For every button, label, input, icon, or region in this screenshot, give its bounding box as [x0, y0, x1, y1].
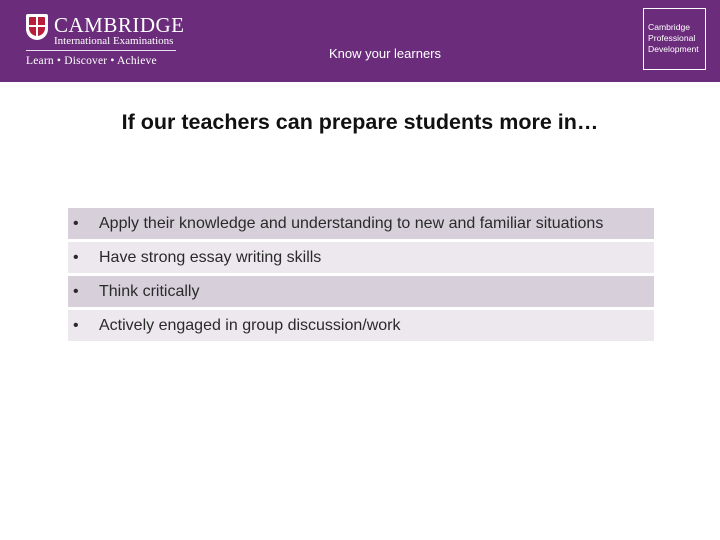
- logo-line-2: Professional: [648, 33, 696, 43]
- professional-development-logo: [643, 8, 706, 70]
- logo-line-3: Development: [648, 44, 699, 54]
- bullet-marker: •: [73, 215, 79, 232]
- header-bar: [0, 0, 720, 82]
- bullet-item: [68, 276, 654, 307]
- brand-name: CAMBRIDGE: [54, 13, 185, 37]
- bullet-text: Think critically: [99, 283, 200, 300]
- slide-heading: If our teachers can prepare students more in…: [121, 110, 599, 134]
- bullet-marker: •: [73, 249, 79, 266]
- cambridge-logo: [26, 13, 185, 70]
- brand-subtitle: International Examinations: [54, 35, 174, 47]
- bullet-item: [68, 208, 654, 239]
- brand-divider: [26, 50, 176, 51]
- bullet-item: [68, 310, 654, 341]
- bullet-marker: •: [73, 283, 79, 300]
- bullet-marker: •: [73, 317, 79, 334]
- brand-tagline: Learn • Discover • Achieve: [26, 55, 157, 67]
- bullet-text: Apply their knowledge and understanding to new and familiar situations: [99, 215, 604, 232]
- crest-icon: [26, 14, 48, 40]
- bullet-list: [68, 208, 654, 341]
- bullet-text: Actively engaged in group discussion/work: [99, 317, 401, 334]
- bullet-item: [68, 242, 654, 273]
- bullet-text: Have strong essay writing skills: [99, 249, 322, 266]
- header-title: Know your learners: [329, 46, 441, 61]
- logo-line-1: Cambridge: [648, 22, 691, 32]
